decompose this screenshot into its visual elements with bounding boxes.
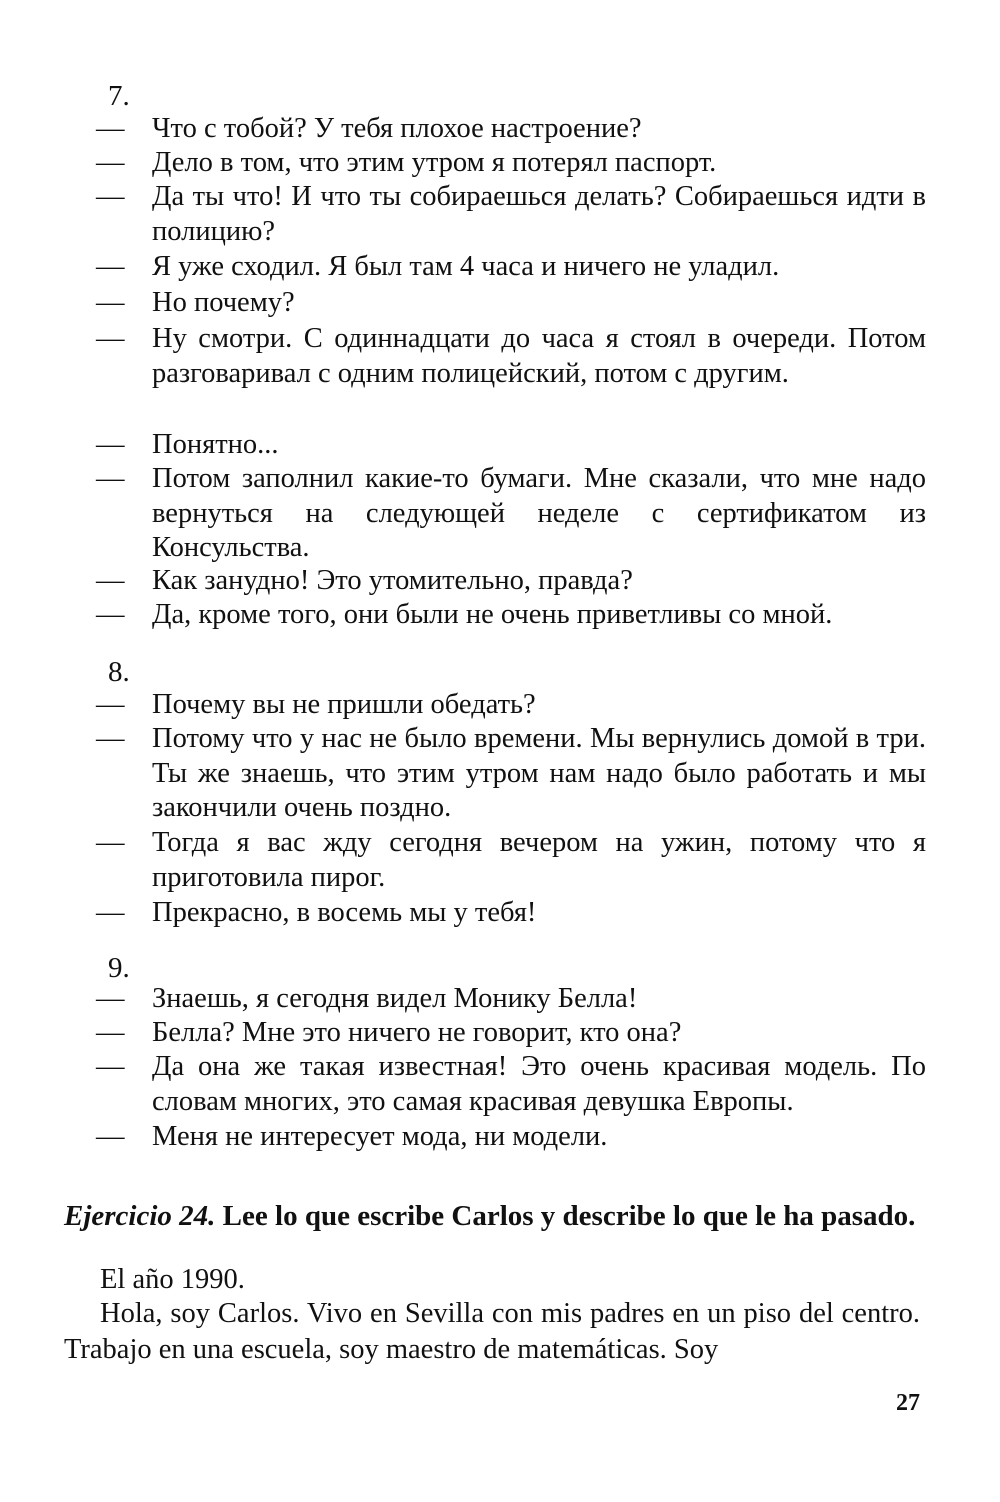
line-text: Как занудно! Это утомительно, правда? <box>152 565 633 596</box>
dash: — <box>96 287 125 318</box>
line-text: Понятно... <box>152 429 279 460</box>
dialogue-line <box>96 146 926 181</box>
dash: — <box>96 113 125 144</box>
line-text: Потом заполнил какие-то бумаги. Мне сказали, что мне надо вернуться на следующей неделе с сертификатом из Консульства. <box>152 463 926 563</box>
line-text: Тогда я вас жду сегодня вечером на ужин, потому что я приготовила пирог. <box>152 827 926 893</box>
line-text: Ну смотри. С одиннадцати до часа я стоял в очереди. Потом разговаривал с одним полицейский, потом с другим. <box>152 323 926 389</box>
line-text: Да ты что! И что ты собираешься делать? Собираешься идти в полицию? <box>152 181 926 247</box>
line-text: Но почему? <box>152 287 295 318</box>
dash: — <box>96 689 125 720</box>
dash: — <box>96 827 125 858</box>
line-text: Знаешь, я сегодня видел Монику Белла! <box>152 983 638 1014</box>
line-text: Белла? Мне это ничего не говорит, кто она? <box>152 1017 682 1048</box>
dialogue-line <box>96 826 926 895</box>
dialogue-line <box>96 462 926 566</box>
dialogue-line <box>96 1016 926 1051</box>
dialogue-line <box>96 1120 926 1155</box>
dash: — <box>96 983 125 1014</box>
dialogue-line <box>96 286 926 321</box>
dialogue-line <box>96 598 926 633</box>
dash: — <box>96 147 125 178</box>
dialogue-line <box>96 428 926 463</box>
dash: — <box>96 251 125 282</box>
dash: — <box>96 463 125 494</box>
dialogue-line <box>96 250 926 285</box>
line-text: Я уже сходил. Я был там 4 часа и ничего не уладил. <box>152 251 780 282</box>
exercise-heading <box>64 1198 924 1234</box>
line-text: Потому что у нас не было времени. Мы вернулись домой в три. Ты же знаешь, что этим утром нам надо было работать и мы закончили очень поздно. <box>152 723 926 823</box>
dash: — <box>96 897 125 928</box>
dialogue-number: 9. <box>108 952 130 984</box>
dash: — <box>96 599 125 630</box>
dialogue-line <box>96 322 926 391</box>
dash: — <box>96 1051 125 1082</box>
dash: — <box>96 429 125 460</box>
line-text: Меня не интересует мода, ни модели. <box>152 1121 608 1152</box>
dialogue-line <box>96 722 926 826</box>
dialogue-line <box>96 1050 926 1119</box>
dialogue-number: 8. <box>108 656 130 688</box>
line-text: Да она же такая известная! Это очень красивая модель. По словам многих, это самая красивая девушка Европы. <box>152 1051 926 1117</box>
line-text: Прекрасно, в восемь мы у тебя! <box>152 897 537 928</box>
dialogue-line <box>96 896 926 931</box>
dash: — <box>96 323 125 354</box>
dash: — <box>96 565 125 596</box>
dialogue-line <box>96 180 926 249</box>
line-text: Да, кроме того, они были не очень приветливы со мной. <box>152 599 833 630</box>
dialogue-line <box>96 982 926 1017</box>
exercise-instruction: Lee lo que escribe Carlos y describe lo que le ha pasado. <box>215 1200 916 1232</box>
dash: — <box>96 1017 125 1048</box>
dash: — <box>96 723 125 754</box>
line-text: Почему вы не пришли обедать? <box>152 689 536 720</box>
exercise-label: Ejercicio 24. <box>64 1200 216 1232</box>
line-text: Дело в том, что этим утром я потерял паспорт. <box>152 147 717 178</box>
paragraph: El año 1990. <box>100 1264 245 1295</box>
dialogue-number: 7. <box>108 80 130 112</box>
dialogue-line <box>96 564 926 599</box>
dialogue-line <box>96 688 926 723</box>
dash: — <box>96 181 125 212</box>
line-text: Что с тобой? У тебя плохое настроение? <box>152 113 642 144</box>
page-number: 27 <box>896 1390 920 1416</box>
paragraph: Hola, soy Carlos. Vivo en Sevilla con mis padres en un piso del centro. Trabajo en una escuela, soy maestro de matemáticas. Soy <box>64 1298 920 1365</box>
dash: — <box>96 1121 125 1152</box>
dialogue-line <box>96 112 926 147</box>
